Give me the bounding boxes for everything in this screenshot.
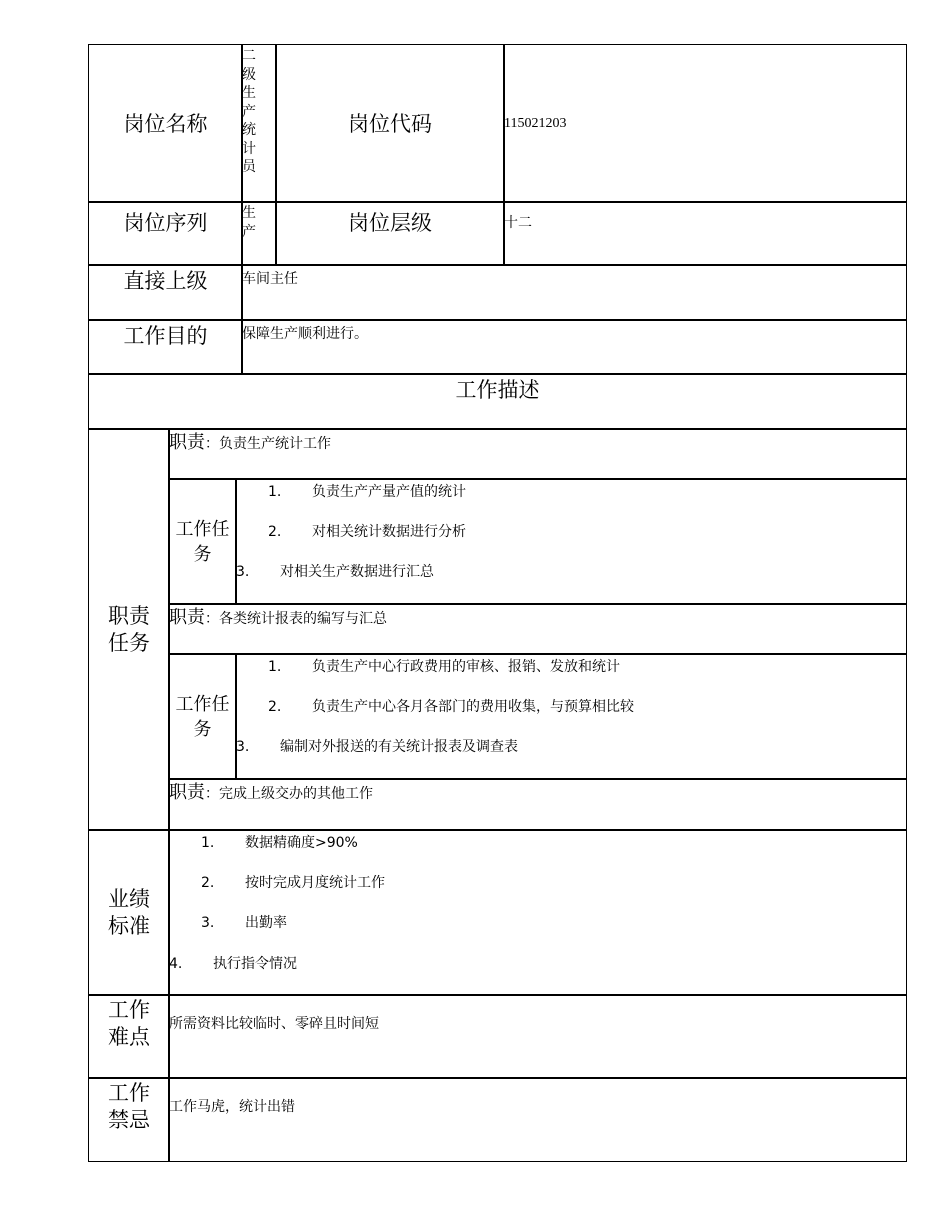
duty-1-task-1-num: 1. (268, 484, 282, 500)
duty-2-task-label (168, 653, 237, 780)
post-level-label (275, 201, 505, 266)
performance-items (168, 829, 907, 996)
duty-1-task-label (168, 478, 237, 605)
post-name-value (241, 44, 277, 203)
performance-item-2-text: 按时完成月度统计工作 (245, 875, 385, 891)
post-code-label-text: 岗位代码 (348, 111, 432, 136)
post-name-value-text: 二级生产统计员 (242, 48, 256, 175)
taboo-value (168, 1077, 907, 1162)
post-code-value (503, 44, 907, 203)
duties-label (88, 428, 170, 831)
difficulty-label-text: 工作难点 (108, 998, 150, 1049)
duty-1 (168, 428, 907, 480)
performance-label (88, 829, 170, 996)
duty-2-task-label-text: 工作任务 (175, 693, 230, 740)
post-code-value-text: 115021203 (504, 115, 567, 131)
difficulty-value (168, 994, 907, 1079)
performance-item-3-num: 3. (201, 915, 215, 931)
difficulty-label (88, 994, 170, 1079)
duty-1-task-2-text: 对相关统计数据进行分析 (312, 524, 466, 540)
duty-2-task-1 (268, 656, 620, 676)
performance-item-2-num: 2. (201, 875, 215, 891)
duty-2-task-3-text: 编制对外报送的有关统计报表及调查表 (280, 739, 518, 755)
duty-1-task-3 (236, 561, 434, 581)
post-series-label (88, 201, 243, 266)
superior-label (88, 264, 243, 321)
performance-item-4-text: 执行指令情况 (213, 956, 297, 972)
performance-item-1-num: 1. (201, 835, 215, 851)
duty-2-task-1-text: 负责生产中心行政费用的审核、报销、发放和统计 (312, 659, 620, 675)
post-code-label (275, 44, 505, 203)
duty-2-task-3-num: 3. (236, 739, 250, 755)
performance-item-1-text: 数据精确度>90% (245, 835, 358, 851)
superior-value (241, 264, 907, 321)
duty-3-text: ：完成上级交办的其他工作 (205, 786, 373, 802)
post-name-label-text: 岗位名称 (123, 111, 208, 136)
duty-1-text: ：负责生产统计工作 (205, 436, 331, 452)
duty-1-task-3-num: 3. (236, 564, 250, 580)
post-level-label-text: 岗位层级 (348, 211, 432, 235)
post-level-value-text: 十二 (504, 215, 532, 231)
purpose-label (88, 319, 243, 375)
taboo-value-text: 工作马虎，统计出错 (169, 1099, 295, 1115)
duty-1-task-label-text: 工作任务 (175, 518, 230, 565)
post-level-value (503, 201, 907, 266)
duty-2-task-1-num: 1. (268, 659, 282, 675)
performance-item-3-text: 出勤率 (245, 915, 287, 931)
performance-item-4 (169, 953, 297, 973)
performance-label-text: 业绩标准 (108, 886, 150, 938)
purpose-label-text: 工作目的 (123, 324, 208, 348)
duty-2-text: ：各类统计报表的编写与汇总 (205, 611, 387, 627)
performance-item-1 (201, 832, 358, 852)
purpose-value-text: 保障生产顺利进行。 (242, 326, 368, 342)
description-title (88, 373, 907, 430)
duty-1-task-1 (268, 481, 466, 501)
duty-2-prefix: 职责 (169, 607, 205, 628)
duty-1-task-2-num: 2. (268, 524, 282, 540)
duty-3 (168, 778, 907, 831)
duty-2 (168, 603, 907, 655)
difficulty-value-text: 所需资料比较临时、零碎且时间短 (169, 1016, 379, 1032)
duty-1-task-3-text: 对相关生产数据进行汇总 (280, 564, 434, 580)
duty-2-tasks (235, 653, 907, 780)
purpose-value (241, 319, 907, 375)
taboo-label (88, 1077, 170, 1162)
duty-2-task-2-text: 负责生产中心各月各部门的费用收集，与预算相比较 (312, 699, 634, 715)
duties-label-text: 职责任务 (108, 603, 150, 655)
post-name-label (88, 44, 243, 203)
description-title-text: 工作描述 (455, 378, 540, 402)
duty-1-task-2 (268, 521, 466, 541)
performance-item-2 (201, 872, 385, 892)
performance-item-3 (201, 912, 287, 932)
duty-2-task-3 (236, 736, 518, 756)
duty-3-prefix: 职责 (169, 782, 205, 803)
superior-label-text: 直接上级 (123, 269, 208, 293)
post-series-value-text: 生产 (242, 205, 256, 240)
taboo-label-text: 工作禁忌 (108, 1081, 150, 1132)
duty-2-task-2-num: 2. (268, 699, 282, 715)
post-series-label-text: 岗位序列 (123, 211, 208, 235)
duty-1-prefix: 职责 (169, 432, 205, 453)
duty-2-task-2 (268, 696, 634, 716)
post-series-value (241, 201, 277, 266)
performance-item-4-num: 4. (169, 956, 183, 972)
duty-1-task-1-text: 负责生产产量产值的统计 (312, 484, 466, 500)
superior-value-text: 车间主任 (242, 271, 298, 287)
duty-1-tasks (235, 478, 907, 605)
